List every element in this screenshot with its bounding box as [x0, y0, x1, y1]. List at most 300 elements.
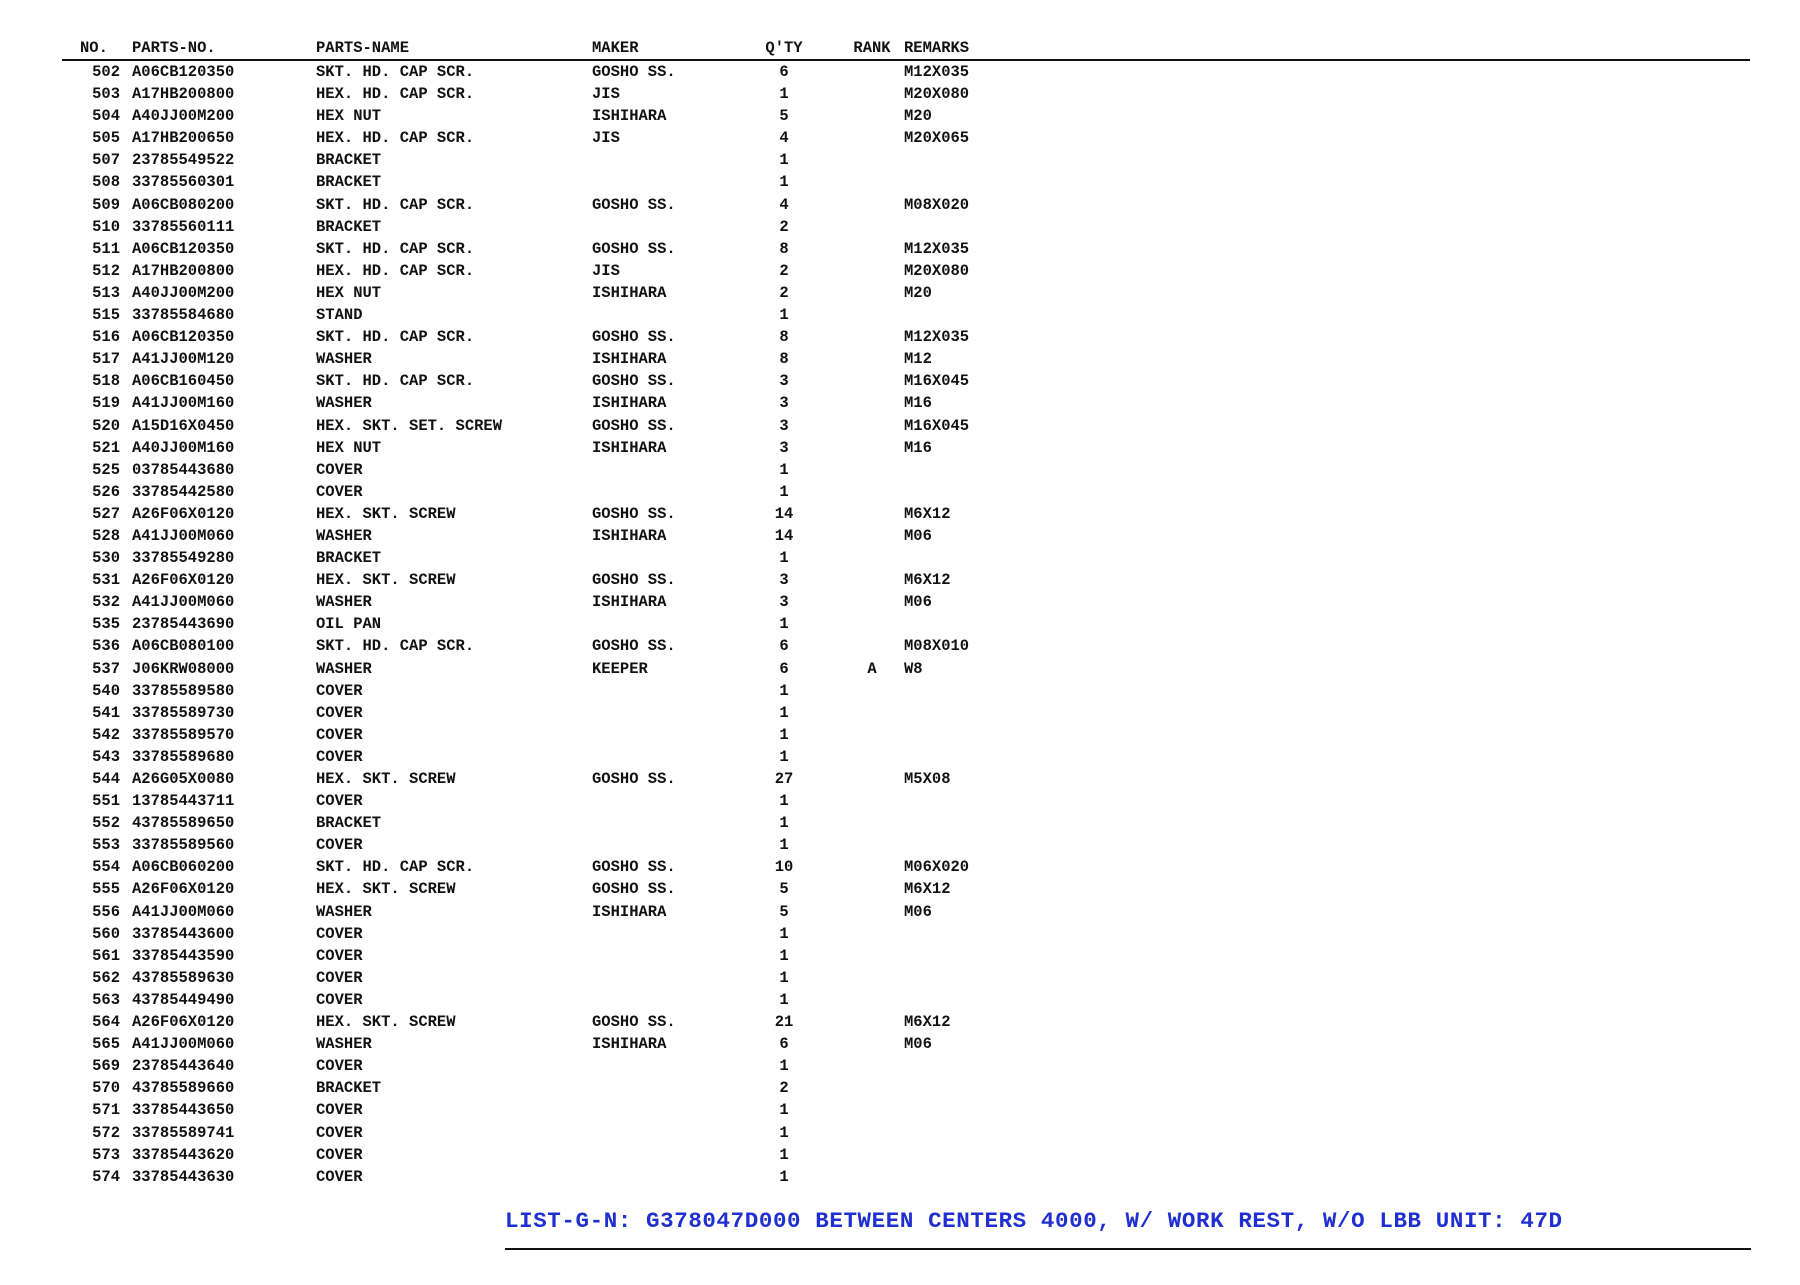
row-no: 520 — [92, 416, 120, 435]
table-row — [62, 481, 1162, 503]
header-rank: RANK — [853, 39, 891, 57]
row-no: 571 — [92, 1101, 120, 1120]
row-parts-name: STAND — [316, 306, 363, 325]
row-no: 502 — [92, 63, 120, 81]
row-no: 528 — [92, 526, 120, 545]
row-no: 572 — [92, 1123, 120, 1142]
row-no: 561 — [92, 946, 120, 965]
row-remarks: M6X12 — [904, 880, 951, 899]
row-remarks: M16X045 — [904, 416, 970, 435]
table-row — [62, 415, 1162, 437]
row-maker: ISHIHARA — [592, 593, 667, 612]
row-maker: GOSHO SS. — [592, 63, 676, 81]
row-no: 574 — [92, 1167, 120, 1186]
header-parts-name: PARTS-NAME — [316, 39, 410, 57]
row-remarks: M20X080 — [904, 261, 970, 280]
row-maker: GOSHO SS. — [592, 372, 676, 391]
row-no: 540 — [92, 681, 120, 700]
list-title: LIST-G-N: G378047D000 BETWEEN CENTERS 4000, W/ WORK REST, W/O LBB UNIT: 47D — [505, 1208, 1563, 1234]
row-parts-no: 33785560111 — [132, 217, 235, 236]
row-remarks: M12X035 — [904, 328, 970, 347]
row-maker: ISHIHARA — [592, 107, 667, 126]
row-qty: 1 — [779, 924, 789, 943]
row-qty: 1 — [779, 1123, 789, 1142]
row-parts-name: HEX. SKT. SCREW — [316, 880, 456, 899]
row-qty: 5 — [779, 902, 789, 921]
row-no: 535 — [92, 615, 120, 634]
row-parts-name: HEX. SKT. SET. SCREW — [316, 416, 503, 435]
row-no: 569 — [92, 1057, 120, 1076]
row-qty: 2 — [779, 217, 789, 236]
header-parts-no: PARTS-NO. — [132, 39, 216, 57]
row-parts-no: A26G05X0080 — [132, 770, 235, 788]
row-no: 542 — [92, 725, 120, 744]
row-remarks: M12X035 — [904, 239, 970, 258]
row-parts-name: COVER — [316, 924, 363, 943]
table-row — [62, 834, 1162, 856]
row-parts-name: WASHER — [316, 350, 372, 369]
row-maker: GOSHO SS. — [592, 770, 676, 788]
row-remarks: M6X12 — [904, 571, 951, 590]
row-maker: GOSHO SS. — [592, 571, 676, 590]
row-qty: 1 — [779, 306, 789, 325]
row-parts-name: BRACKET — [316, 1079, 382, 1098]
row-qty: 1 — [779, 173, 789, 192]
row-parts-no: 33785443600 — [132, 924, 235, 943]
row-parts-no: 33785589560 — [132, 836, 235, 855]
row-parts-name: COVER — [316, 946, 363, 965]
row-remarks: M16X045 — [904, 372, 970, 391]
row-parts-no: 33785589741 — [132, 1123, 235, 1142]
row-no: 510 — [92, 217, 120, 236]
row-qty: 6 — [779, 1035, 789, 1054]
table-row — [62, 724, 1162, 746]
row-parts-name: WASHER — [316, 1035, 372, 1054]
table-row — [62, 304, 1162, 326]
row-parts-no: A06CB120350 — [132, 328, 235, 347]
row-no: 531 — [92, 571, 120, 590]
row-no: 552 — [92, 814, 120, 833]
row-parts-no: J06KRW08000 — [132, 659, 235, 678]
row-no: 570 — [92, 1079, 120, 1098]
row-parts-name: HEX NUT — [316, 107, 382, 126]
row-parts-name: COVER — [316, 1057, 363, 1076]
row-qty: 14 — [774, 504, 794, 523]
row-qty: 27 — [774, 770, 794, 788]
table-row — [62, 1099, 1162, 1121]
row-no: 526 — [92, 482, 120, 501]
row-maker: ISHIHARA — [592, 283, 667, 302]
row-parts-name: SKT. HD. CAP SCR. — [316, 63, 475, 81]
table-header — [62, 37, 1750, 61]
table-row — [62, 348, 1162, 370]
row-qty: 1 — [779, 151, 789, 170]
row-parts-no: A06CB080200 — [132, 195, 235, 214]
row-no: 573 — [92, 1145, 120, 1164]
row-no: 518 — [92, 372, 120, 391]
row-no: 517 — [92, 350, 120, 369]
row-maker: GOSHO SS. — [592, 328, 676, 347]
row-maker: GOSHO SS. — [592, 239, 676, 258]
row-qty: 1 — [779, 990, 789, 1009]
row-parts-no: 23785443640 — [132, 1057, 235, 1076]
row-parts-name: OIL PAN — [316, 615, 382, 634]
row-parts-no: A41JJ00M060 — [132, 526, 235, 545]
row-maker: ISHIHARA — [592, 350, 667, 369]
row-no: 565 — [92, 1035, 120, 1054]
row-qty: 6 — [779, 63, 789, 81]
row-parts-no: 43785589650 — [132, 814, 235, 833]
row-no: 525 — [92, 460, 120, 479]
row-parts-name: BRACKET — [316, 173, 382, 192]
table-row — [62, 392, 1162, 414]
row-qty: 5 — [779, 107, 789, 126]
table-row — [62, 282, 1162, 304]
table-row — [62, 149, 1162, 171]
table-row — [62, 171, 1162, 193]
table-row — [62, 437, 1162, 459]
row-parts-no: A06CB120350 — [132, 63, 235, 81]
table-row — [62, 326, 1162, 348]
table-row — [62, 105, 1162, 127]
row-maker: KEEPER — [592, 659, 648, 678]
row-qty: 1 — [779, 814, 789, 833]
row-no: 554 — [92, 858, 120, 877]
row-remarks: M06 — [904, 1035, 932, 1054]
row-parts-no: 43785589630 — [132, 968, 235, 987]
row-maker: JIS — [592, 261, 620, 280]
row-qty: 6 — [779, 659, 789, 678]
row-qty: 1 — [779, 1145, 789, 1164]
row-no: 555 — [92, 880, 120, 899]
row-parts-name: COVER — [316, 725, 363, 744]
table-row — [62, 1033, 1162, 1055]
table-row — [62, 945, 1162, 967]
row-parts-name: COVER — [316, 792, 363, 811]
row-qty: 3 — [779, 571, 789, 590]
row-parts-no: A17HB200800 — [132, 261, 235, 280]
row-qty: 1 — [779, 836, 789, 855]
header-maker: MAKER — [592, 39, 639, 57]
row-qty: 1 — [779, 549, 789, 568]
table-row — [62, 194, 1162, 216]
row-maker: JIS — [592, 85, 620, 104]
table-row — [62, 768, 1162, 790]
row-parts-name: HEX. SKT. SCREW — [316, 770, 456, 788]
table-row — [62, 569, 1162, 591]
row-qty: 2 — [779, 283, 789, 302]
row-parts-name: COVER — [316, 990, 363, 1009]
table-row — [62, 1166, 1162, 1188]
row-remarks: M06X020 — [904, 858, 970, 877]
table-row — [62, 812, 1162, 834]
row-qty: 5 — [779, 880, 789, 899]
row-qty: 1 — [779, 1057, 789, 1076]
row-maker: GOSHO SS. — [592, 504, 676, 523]
row-parts-no: 33785584680 — [132, 306, 235, 325]
row-parts-no: A41JJ00M060 — [132, 593, 235, 612]
row-parts-name: SKT. HD. CAP SCR. — [316, 328, 475, 347]
row-parts-no: A41JJ00M160 — [132, 394, 235, 413]
row-no: 521 — [92, 438, 120, 457]
row-maker: JIS — [592, 129, 620, 148]
row-qty: 6 — [779, 637, 789, 656]
row-no: 504 — [92, 107, 120, 126]
row-no: 551 — [92, 792, 120, 811]
row-maker: GOSHO SS. — [592, 880, 676, 899]
row-qty: 1 — [779, 460, 789, 479]
row-remarks: M08X010 — [904, 637, 970, 656]
row-parts-no: A41JJ00M060 — [132, 902, 235, 921]
row-qty: 21 — [774, 1013, 794, 1032]
row-parts-name: WASHER — [316, 659, 372, 678]
row-parts-name: WASHER — [316, 394, 372, 413]
row-no: 505 — [92, 129, 120, 148]
table-row — [62, 1122, 1162, 1144]
row-remarks: M20X080 — [904, 85, 970, 104]
row-remarks: M20 — [904, 107, 932, 126]
row-remarks: M12 — [904, 350, 932, 369]
row-qty: 1 — [779, 968, 789, 987]
row-parts-no: A41JJ00M120 — [132, 350, 235, 369]
table-row — [62, 238, 1162, 260]
table-row — [62, 923, 1162, 945]
row-no: 563 — [92, 990, 120, 1009]
row-remarks: M08X020 — [904, 195, 970, 214]
row-parts-name: SKT. HD. CAP SCR. — [316, 195, 475, 214]
row-qty: 1 — [779, 85, 789, 104]
row-maker: ISHIHARA — [592, 438, 667, 457]
header-no: NO. — [80, 39, 108, 57]
row-no: 556 — [92, 902, 120, 921]
row-maker: GOSHO SS. — [592, 858, 676, 877]
row-qty: 1 — [779, 615, 789, 634]
row-parts-name: HEX. HD. CAP SCR. — [316, 129, 475, 148]
row-parts-name: COVER — [316, 836, 363, 855]
row-remarks: M06 — [904, 526, 932, 545]
row-parts-no: 33785442580 — [132, 482, 235, 501]
table-row — [62, 370, 1162, 392]
row-no: 503 — [92, 85, 120, 104]
row-qty: 1 — [779, 792, 789, 811]
row-parts-name: BRACKET — [316, 151, 382, 170]
table-row — [62, 680, 1162, 702]
row-qty: 1 — [779, 703, 789, 722]
table-row — [62, 901, 1162, 923]
header-remarks: REMARKS — [904, 39, 970, 57]
row-parts-no: 33785443620 — [132, 1145, 235, 1164]
row-parts-no: A41JJ00M060 — [132, 1035, 235, 1054]
row-maker: ISHIHARA — [592, 1035, 667, 1054]
row-no: 560 — [92, 924, 120, 943]
row-parts-name: SKT. HD. CAP SCR. — [316, 858, 475, 877]
row-qty: 3 — [779, 593, 789, 612]
table-row — [62, 1077, 1162, 1099]
table-row — [62, 790, 1162, 812]
row-parts-name: BRACKET — [316, 814, 382, 833]
row-no: 530 — [92, 549, 120, 568]
row-parts-no: 33785589580 — [132, 681, 235, 700]
parts-table-body — [62, 61, 1162, 1188]
table-row — [62, 635, 1162, 657]
row-parts-name: COVER — [316, 1145, 363, 1164]
table-row — [62, 547, 1162, 569]
row-qty: 3 — [779, 438, 789, 457]
row-qty: 3 — [779, 372, 789, 391]
row-no: 507 — [92, 151, 120, 170]
table-row — [62, 83, 1162, 105]
row-qty: 4 — [779, 129, 789, 148]
row-parts-name: HEX. SKT. SCREW — [316, 571, 456, 590]
row-parts-name: BRACKET — [316, 217, 382, 236]
row-parts-no: 23785443690 — [132, 615, 235, 634]
row-parts-name: HEX. HD. CAP SCR. — [316, 261, 475, 280]
row-parts-name: COVER — [316, 703, 363, 722]
row-parts-name: COVER — [316, 1101, 363, 1120]
row-parts-no: 33785589680 — [132, 747, 235, 766]
row-parts-name: COVER — [316, 1123, 363, 1142]
row-parts-no: A06CB080100 — [132, 637, 235, 656]
table-row — [62, 503, 1162, 525]
row-parts-no: A26F06X0120 — [132, 1013, 235, 1032]
row-no: 515 — [92, 306, 120, 325]
row-parts-name: COVER — [316, 460, 363, 479]
row-no: 532 — [92, 593, 120, 612]
table-row — [62, 1011, 1162, 1033]
row-remarks: M16 — [904, 438, 932, 457]
row-parts-no: 43785589660 — [132, 1079, 235, 1098]
row-no: 516 — [92, 328, 120, 347]
row-qty: 2 — [779, 1079, 789, 1098]
row-qty: 3 — [779, 394, 789, 413]
row-parts-no: A26F06X0120 — [132, 504, 235, 523]
table-row — [62, 989, 1162, 1011]
row-parts-no: A17HB200800 — [132, 85, 235, 104]
row-qty: 1 — [779, 681, 789, 700]
row-no: 537 — [92, 659, 120, 678]
row-parts-no: 03785443680 — [132, 460, 235, 479]
row-maker: ISHIHARA — [592, 526, 667, 545]
row-remarks: M20X065 — [904, 129, 970, 148]
row-parts-no: 43785449490 — [132, 990, 235, 1009]
row-parts-name: HEX. SKT. SCREW — [316, 1013, 456, 1032]
row-parts-name: COVER — [316, 747, 363, 766]
row-remarks: M6X12 — [904, 504, 951, 523]
row-parts-name: HEX NUT — [316, 438, 382, 457]
row-parts-no: A40JJ00M160 — [132, 438, 235, 457]
row-maker: GOSHO SS. — [592, 1013, 676, 1032]
row-no: 544 — [92, 770, 120, 788]
header-qty: Q'TY — [765, 39, 803, 57]
row-parts-no: 33785443630 — [132, 1167, 235, 1186]
row-maker: ISHIHARA — [592, 394, 667, 413]
row-parts-no: A06CB060200 — [132, 858, 235, 877]
row-parts-no: 33785589570 — [132, 725, 235, 744]
row-no: 536 — [92, 637, 120, 656]
table-row — [62, 260, 1162, 282]
row-parts-no: A06CB120350 — [132, 239, 235, 258]
row-parts-no: 33785549280 — [132, 549, 235, 568]
row-parts-name: HEX NUT — [316, 283, 382, 302]
row-no: 541 — [92, 703, 120, 722]
row-parts-no: A26F06X0120 — [132, 571, 235, 590]
row-remarks: M12X035 — [904, 63, 970, 81]
row-qty: 1 — [779, 1167, 789, 1186]
row-parts-no: A06CB160450 — [132, 372, 235, 391]
row-parts-name: COVER — [316, 1167, 363, 1186]
row-qty: 4 — [779, 195, 789, 214]
row-remarks: M20 — [904, 283, 932, 302]
row-no: 564 — [92, 1013, 120, 1032]
row-qty: 1 — [779, 1101, 789, 1120]
table-row — [62, 702, 1162, 724]
table-row — [62, 878, 1162, 900]
row-qty: 10 — [774, 858, 794, 877]
row-qty: 2 — [779, 261, 789, 280]
row-parts-name: BRACKET — [316, 549, 382, 568]
row-no: 562 — [92, 968, 120, 987]
row-remarks: M16 — [904, 394, 932, 413]
row-parts-name: COVER — [316, 482, 363, 501]
row-qty: 1 — [779, 747, 789, 766]
row-parts-name: WASHER — [316, 593, 372, 612]
row-remarks: M06 — [904, 593, 932, 612]
row-no: 527 — [92, 504, 120, 523]
table-row — [62, 658, 1162, 680]
row-rank: A — [867, 659, 877, 678]
row-parts-no: 13785443711 — [132, 792, 235, 811]
row-maker: GOSHO SS. — [592, 195, 676, 214]
row-no: 508 — [92, 173, 120, 192]
row-no: 511 — [92, 239, 120, 258]
row-remarks: M6X12 — [904, 1013, 951, 1032]
row-remarks: W8 — [904, 659, 923, 678]
row-parts-no: 23785549522 — [132, 151, 235, 170]
table-row — [62, 216, 1162, 238]
row-no: 543 — [92, 747, 120, 766]
row-qty: 1 — [779, 482, 789, 501]
row-no: 509 — [92, 195, 120, 214]
row-qty: 8 — [779, 328, 789, 347]
row-parts-name: COVER — [316, 968, 363, 987]
row-no: 519 — [92, 394, 120, 413]
row-parts-name: HEX. SKT. SCREW — [316, 504, 456, 523]
table-row — [62, 591, 1162, 613]
table-row — [62, 127, 1162, 149]
row-qty: 14 — [774, 526, 794, 545]
row-parts-name: SKT. HD. CAP SCR. — [316, 637, 475, 656]
table-row — [62, 1144, 1162, 1166]
table-row — [62, 459, 1162, 481]
row-parts-name: HEX. HD. CAP SCR. — [316, 85, 475, 104]
table-row — [62, 525, 1162, 547]
row-maker: GOSHO SS. — [592, 416, 676, 435]
table-row — [62, 967, 1162, 989]
row-parts-name: SKT. HD. CAP SCR. — [316, 372, 475, 391]
table-row — [62, 1055, 1162, 1077]
row-parts-no: 33785560301 — [132, 173, 235, 192]
row-parts-name: WASHER — [316, 902, 372, 921]
row-parts-name: WASHER — [316, 526, 372, 545]
table-row — [62, 613, 1162, 635]
table-row — [62, 746, 1162, 768]
row-remarks: M5X08 — [904, 770, 951, 788]
row-parts-no: A15D16X0450 — [132, 416, 235, 435]
row-qty: 1 — [779, 946, 789, 965]
row-no: 513 — [92, 283, 120, 302]
row-qty: 3 — [779, 416, 789, 435]
table-row — [62, 856, 1162, 878]
